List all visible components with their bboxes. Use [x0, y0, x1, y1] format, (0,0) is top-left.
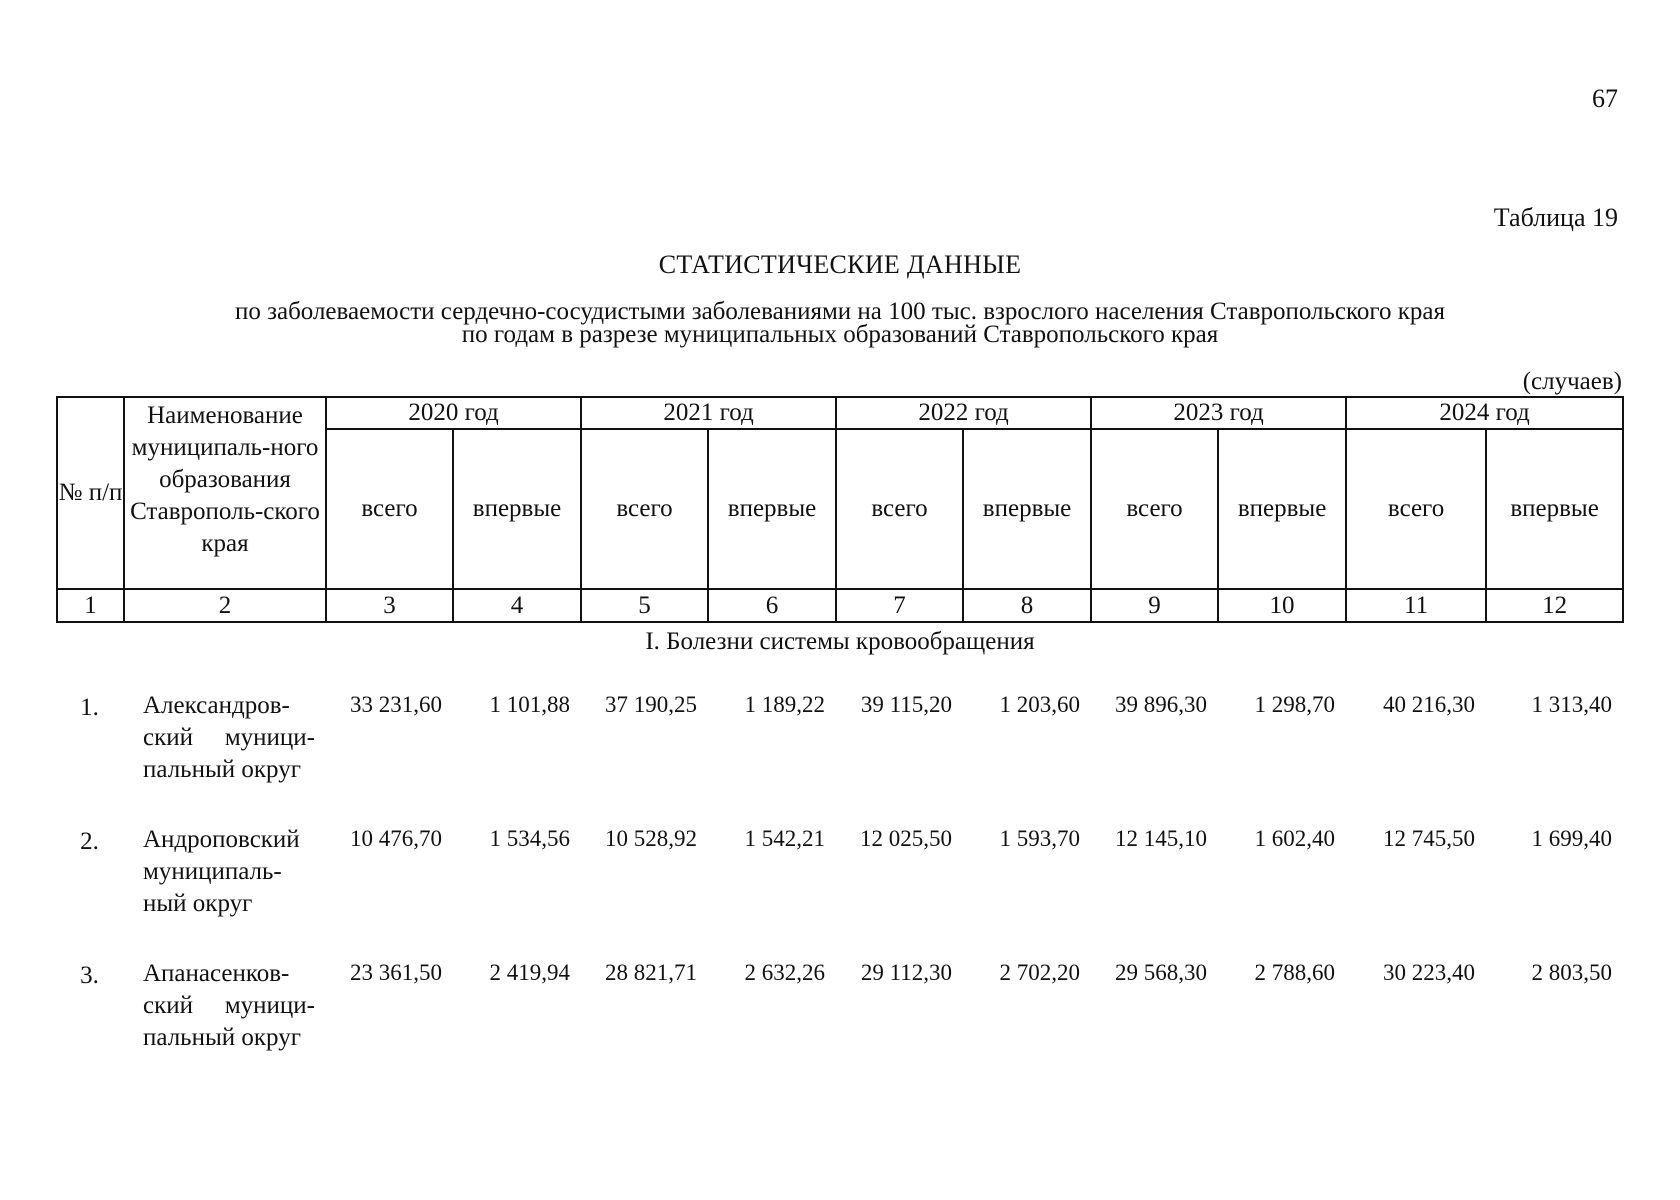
header-first: впервые	[1218, 429, 1346, 589]
value-2022-first: 1 593,70	[999, 826, 1080, 851]
value-2022-total: 29 112,30	[860, 960, 952, 985]
column-number: 8	[963, 589, 1091, 622]
value-2021-first: 2 632,26	[744, 960, 825, 985]
value-2023-first: 1 602,40	[1254, 826, 1335, 851]
value-2021-first: 1 189,22	[744, 692, 825, 717]
document-title: СТАТИСТИЧЕСКИЕ ДАННЫЕ	[658, 250, 1022, 279]
value-2021-total: 37 190,25	[605, 692, 697, 717]
column-number: 7	[836, 589, 963, 622]
column-number: 9	[1091, 589, 1218, 622]
document-subtitle	[0, 300, 1680, 346]
value-2020-first: 1 101,88	[489, 692, 570, 717]
value-2024-total: 12 745,50	[1383, 826, 1475, 851]
municipality-name: Апанасенков-ский муници-пальный округ	[143, 960, 315, 1051]
value-2020-total: 33 231,60	[350, 692, 442, 717]
header-year-2022: 2022 год	[836, 397, 1091, 429]
value-2024-first: 1 313,40	[1531, 692, 1612, 717]
subtitle-line-2: по годам в разрезе муниципальных образований Ставропольского края	[461, 321, 1219, 348]
header-year-2023: 2023 год	[1091, 397, 1346, 429]
row-number: 2.	[80, 828, 99, 855]
value-2022-total: 39 115,20	[860, 692, 952, 717]
value-2020-first: 2 419,94	[489, 960, 570, 985]
header-first: впервые	[963, 429, 1091, 589]
municipality-name: Александров-ский муници-пальный округ	[143, 692, 315, 783]
table-row	[56, 958, 1622, 1092]
value-2022-first: 2 702,20	[999, 960, 1080, 985]
value-2024-first: 2 803,50	[1531, 960, 1612, 985]
header-total: всего	[326, 429, 453, 589]
header-first: впервые	[1486, 429, 1623, 589]
value-2023-first: 1 298,70	[1254, 692, 1335, 717]
value-2024-total: 30 223,40	[1383, 960, 1475, 985]
header-total: всего	[1346, 429, 1486, 589]
value-2021-total: 10 528,92	[605, 826, 697, 851]
municipality-name: Андроповский муниципаль-ный округ	[143, 826, 300, 917]
value-2020-first: 1 534,56	[489, 826, 570, 851]
value-2023-total: 12 145,10	[1115, 826, 1207, 851]
page-number: 67	[1592, 84, 1618, 113]
value-2023-total: 39 896,30	[1115, 692, 1207, 717]
header-total: всего	[1091, 429, 1218, 589]
header-year-2020: 2020 год	[326, 397, 581, 429]
column-number-row	[57, 589, 1623, 622]
value-2023-total: 29 568,30	[1115, 960, 1207, 985]
header-year-2024: 2024 год	[1346, 397, 1623, 429]
table-label: Таблица 19	[1493, 203, 1618, 232]
header-total: всего	[581, 429, 708, 589]
units-label: (случаев)	[1522, 368, 1622, 395]
section-heading: I. Болезни системы кровообращения	[645, 628, 1035, 655]
value-2020-total: 23 361,50	[350, 960, 442, 985]
statistics-table-header	[56, 396, 1624, 623]
column-number: 5	[581, 589, 708, 622]
value-2021-first: 1 542,21	[744, 826, 825, 851]
row-number: 3.	[80, 962, 99, 989]
column-number: 3	[326, 589, 453, 622]
statistics-table-body	[56, 690, 1622, 1092]
row-number: 1.	[80, 694, 99, 721]
header-num: № п/п	[57, 397, 124, 589]
value-2024-first: 1 699,40	[1531, 826, 1612, 851]
value-2024-total: 40 216,30	[1383, 692, 1475, 717]
column-number: 4	[453, 589, 581, 622]
column-number: 1	[57, 589, 124, 622]
header-first: впервые	[453, 429, 581, 589]
header-first: впервые	[708, 429, 836, 589]
value-2020-total: 10 476,70	[350, 826, 442, 851]
header-name: Наименование муниципаль-ного образования Ставрополь-ского края	[124, 397, 326, 589]
column-number: 2	[124, 589, 326, 622]
table-row	[56, 690, 1622, 824]
header-year-2021: 2021 год	[581, 397, 836, 429]
column-number: 10	[1218, 589, 1346, 622]
column-number: 12	[1486, 589, 1623, 622]
value-2022-first: 1 203,60	[999, 692, 1080, 717]
value-2021-total: 28 821,71	[605, 960, 697, 985]
column-number: 6	[708, 589, 836, 622]
subtitle-line-1: по заболеваемости сердечно-сосудистыми заболеваниями на 100 тыс. взрослого населения Ставропольского края	[234, 298, 1446, 325]
value-2022-total: 12 025,50	[860, 826, 952, 851]
value-2023-first: 2 788,60	[1254, 960, 1335, 985]
table-row	[56, 824, 1622, 958]
header-total: всего	[836, 429, 963, 589]
column-number: 11	[1346, 589, 1486, 622]
